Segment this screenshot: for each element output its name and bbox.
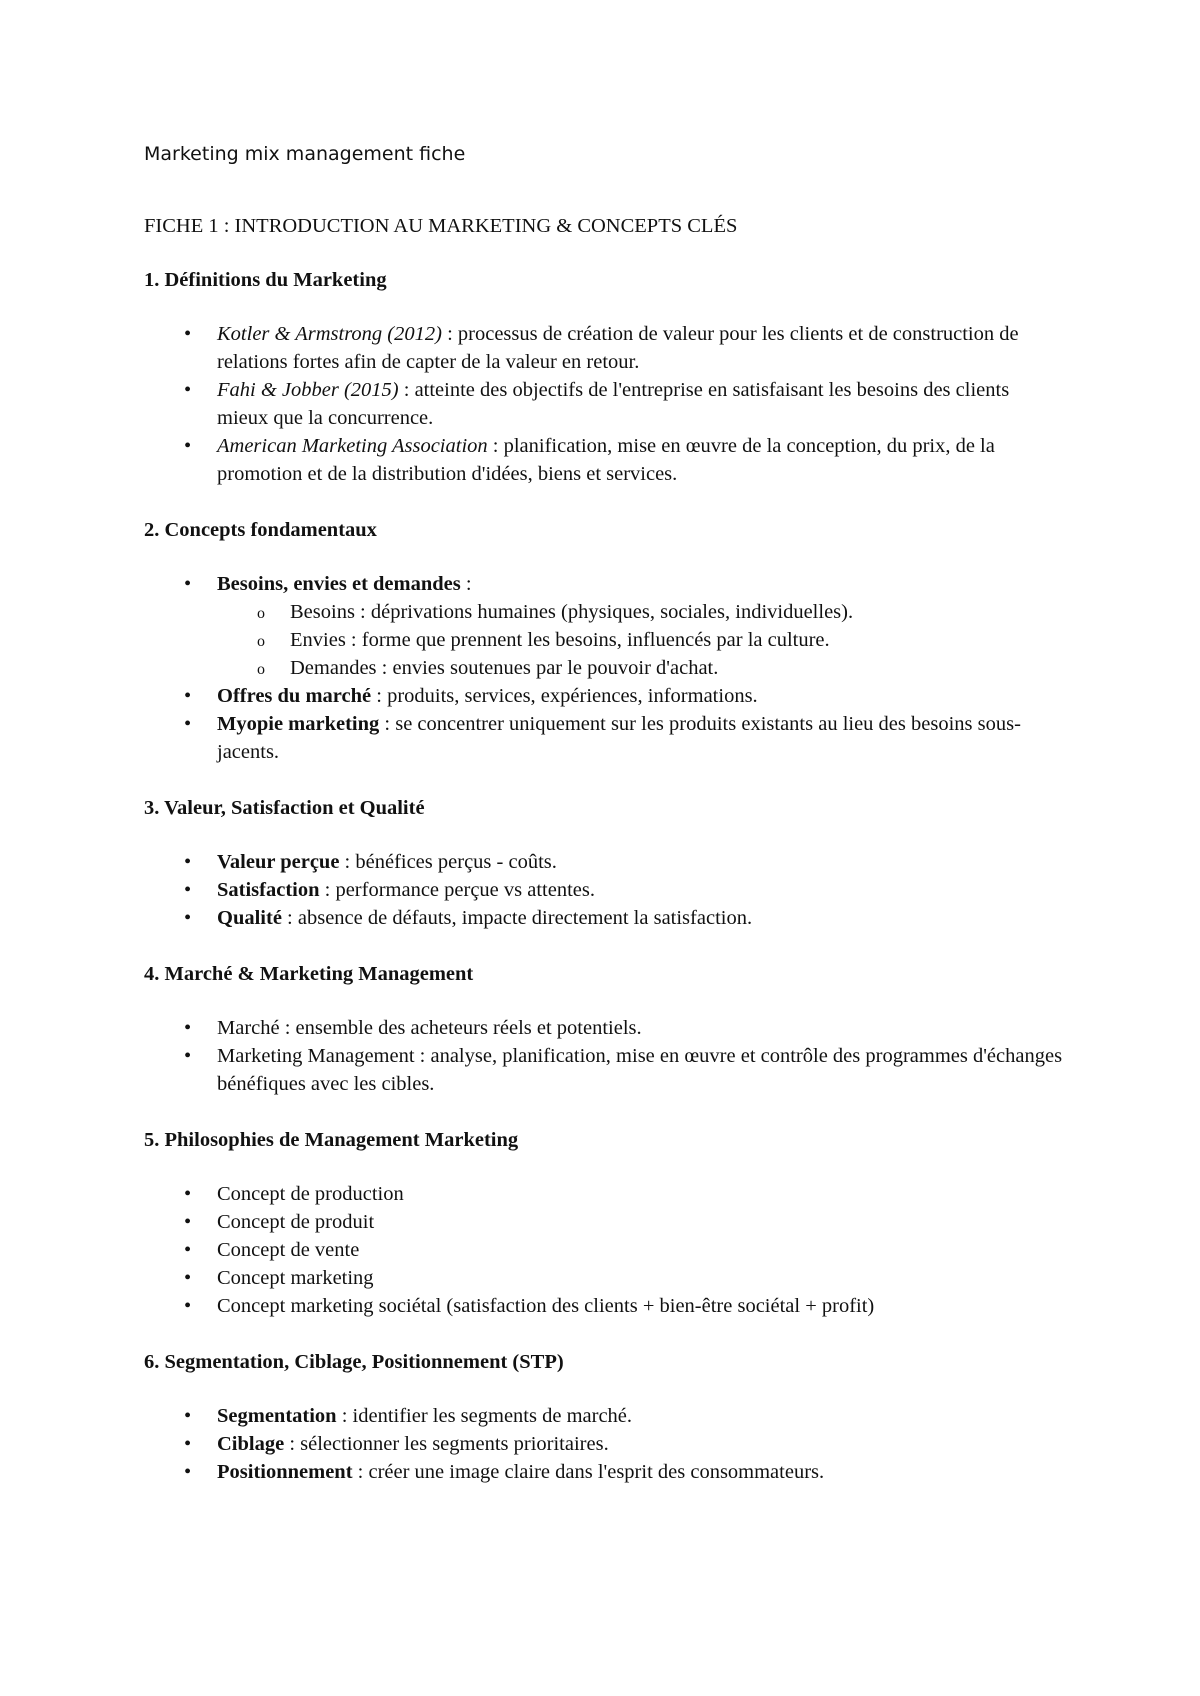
item-lead: Satisfaction bbox=[217, 879, 320, 901]
item-lead: Fahi & Jobber (2015) bbox=[217, 379, 399, 401]
list-item: • Marché : ensemble des acheteurs réels et potentiels. bbox=[144, 1014, 1064, 1042]
item-text: : bbox=[460, 573, 472, 595]
section-heading-marche: 4. Marché & Marketing Management bbox=[144, 963, 474, 985]
sub-list bbox=[217, 598, 1064, 682]
item-text: : absence de défauts, impacte directement la satisfaction. bbox=[281, 907, 753, 929]
list-item bbox=[144, 904, 1064, 932]
sub-list-item: o Besoins : déprivations humaines (physiques, sociales, individuelles). bbox=[217, 598, 1064, 626]
list-item: • Concept de production bbox=[144, 1180, 1064, 1208]
item-text: : identifier les segments de marché. bbox=[336, 1405, 633, 1427]
list-item: • Concept de produit bbox=[144, 1208, 1064, 1236]
item-lead: Positionnement bbox=[217, 1461, 353, 1483]
list-item bbox=[144, 1458, 1064, 1486]
item-text: : bénéfices perçus - coûts. bbox=[339, 851, 557, 873]
list-item bbox=[144, 432, 1064, 488]
item-lead: Myopie marketing bbox=[217, 713, 380, 735]
item-lead: Offres du marché bbox=[217, 685, 372, 707]
item-text: : performance perçue vs attentes. bbox=[319, 879, 595, 901]
definitions-list bbox=[144, 320, 1064, 488]
marche-list bbox=[144, 1014, 1064, 1098]
item-lead: Segmentation bbox=[217, 1405, 337, 1427]
philosophies-list bbox=[144, 1180, 1064, 1320]
item-text: : planification, mise en œuvre de la conception, du prix, de la promotion et de la distribution d'idées, biens et services. bbox=[217, 435, 995, 485]
list-item: • Concept marketing bbox=[144, 1264, 1064, 1292]
section-heading-stp: 6. Segmentation, Ciblage, Positionnement (STP) bbox=[144, 1351, 564, 1373]
list-item bbox=[144, 320, 1064, 376]
document-title: Marketing mix management fiche bbox=[144, 143, 466, 165]
list-item bbox=[144, 376, 1064, 432]
list-item bbox=[144, 848, 1064, 876]
item-lead: Besoins, envies et demandes bbox=[217, 573, 461, 595]
list-item: • Marketing Management : analyse, planification, mise en œuvre et contrôle des programmes d'échanges bénéfiques avec les cibles. bbox=[144, 1042, 1064, 1098]
section-heading-concepts: 2. Concepts fondamentaux bbox=[144, 519, 377, 541]
item-text: : sélectionner les segments prioritaires. bbox=[284, 1433, 609, 1455]
section-heading-philosophies: 5. Philosophies de Management Marketing bbox=[144, 1129, 519, 1151]
list-item bbox=[144, 710, 1064, 766]
item-text: : se concentrer uniquement sur les produits existants au lieu des besoins sous-jacents. bbox=[217, 713, 1021, 763]
stp-list bbox=[144, 1402, 1064, 1486]
item-lead: Ciblage bbox=[217, 1433, 285, 1455]
fiche-title: FICHE 1 : INTRODUCTION AU MARKETING & CONCEPTS CLÉS bbox=[144, 215, 738, 237]
item-lead: Kotler & Armstrong (2012) bbox=[217, 323, 442, 345]
list-item bbox=[144, 876, 1064, 904]
sub-list-item: o Envies : forme que prennent les besoins, influencés par la culture. bbox=[217, 626, 1064, 654]
list-item: • Concept de vente bbox=[144, 1236, 1064, 1264]
sub-list-item: o Demandes : envies soutenues par le pouvoir d'achat. bbox=[217, 654, 1064, 682]
list-item bbox=[144, 682, 1064, 710]
document-page bbox=[144, 140, 1064, 1514]
item-lead: Valeur perçue bbox=[217, 851, 340, 873]
item-text: : créer une image claire dans l'esprit des consommateurs. bbox=[352, 1461, 825, 1483]
concepts-list bbox=[144, 570, 1064, 766]
valeur-list bbox=[144, 848, 1064, 932]
item-text: : processus de création de valeur pour les clients et de construction de relations fortes afin de capter de la valeur en retour. bbox=[217, 323, 1019, 373]
list-item bbox=[144, 1430, 1064, 1458]
item-text: : produits, services, expériences, informations. bbox=[371, 685, 758, 707]
section-heading-definitions: 1. Définitions du Marketing bbox=[144, 269, 387, 291]
list-item: • Concept marketing sociétal (satisfaction des clients + bien-être sociétal + profit) bbox=[144, 1292, 1064, 1320]
section-heading-valeur: 3. Valeur, Satisfaction et Qualité bbox=[144, 797, 425, 819]
list-item bbox=[144, 1402, 1064, 1430]
list-item bbox=[144, 570, 1064, 682]
item-text: : atteinte des objectifs de l'entreprise en satisfaisant les besoins des clients mieux que la concurrence. bbox=[217, 379, 1010, 429]
item-lead: Qualité bbox=[217, 907, 282, 929]
item-lead: American Marketing Association bbox=[217, 435, 488, 457]
